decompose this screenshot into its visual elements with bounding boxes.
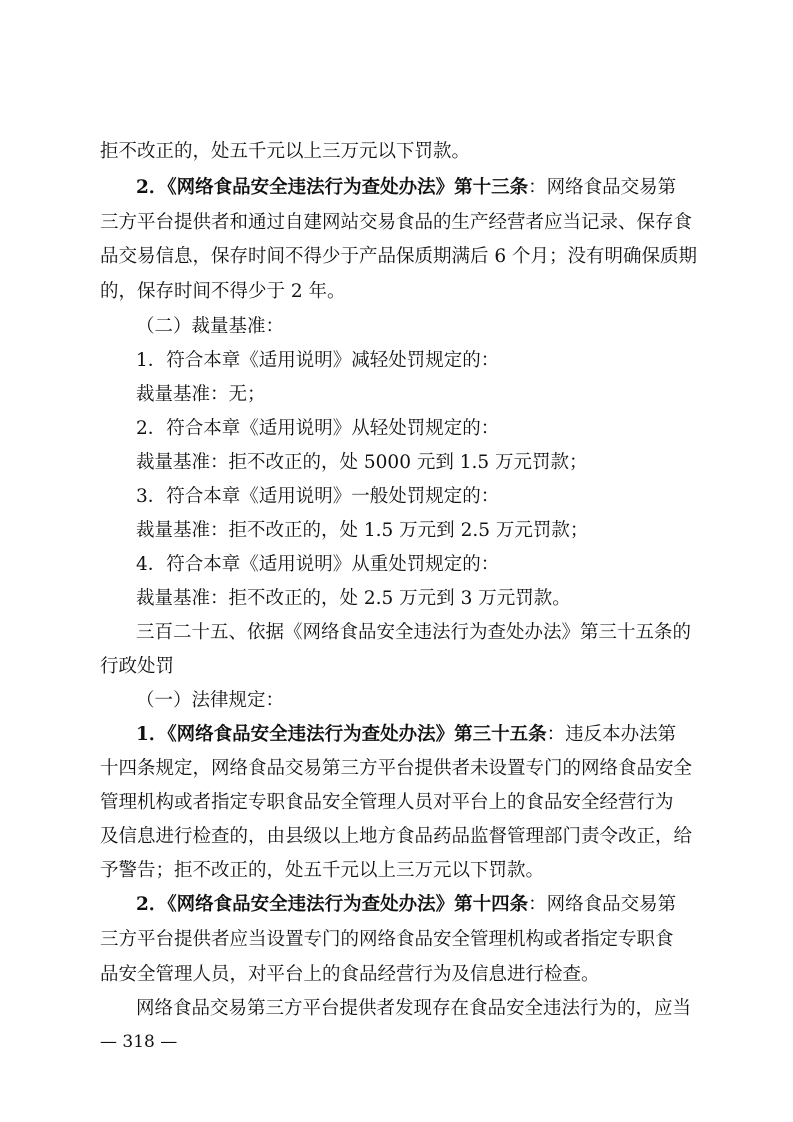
text-line: 品安全管理人员，对平台上的食品经营行为及信息进行检查。: [100, 964, 600, 985]
text-line: 1．符合本章《适用说明》减轻处罚规定的：: [136, 350, 500, 371]
text-line: 2．《网络食品安全违法行为查处办法》第十四条：网络食品交易第: [136, 894, 677, 915]
text-line: 管理机构或者指定专职食品安全管理人员对平台上的食品安全经营行为: [100, 792, 674, 813]
text-line: 予警告；拒不改正的，处五千元以上三万元以下罚款。: [100, 860, 545, 881]
text-line: 裁量基准：无；: [136, 384, 266, 405]
text-line: （一）法律规定：: [136, 690, 285, 711]
text-line: 裁量基准：拒不改正的，处 5000 元到 1.5 万元罚款；: [136, 452, 588, 473]
text-line: 3．符合本章《适用说明》一般处罚规定的：: [136, 486, 500, 507]
text-line: 十四条规定，网络食品交易第三方平台提供者未设置专门的网络食品安全: [100, 758, 693, 779]
text-line: （二）裁量基准：: [136, 316, 285, 337]
page-number: — 318 —: [100, 1032, 178, 1052]
text-line: 1．《网络食品安全违法行为查处办法》第三十五条：违反本办法第: [136, 724, 677, 745]
text-line: 及信息进行检查的，由县级以上地方食品药品监督管理部门责令改正，给: [100, 826, 693, 847]
text-line: 4．符合本章《适用说明》从重处罚规定的：: [136, 554, 500, 575]
text-line: 品交易信息，保存时间不得少于产品保质期满后 6 个月；没有明确保质期: [100, 246, 698, 267]
text-line: 网络食品交易第三方平台提供者发现存在食品安全违法行为的，应当: [136, 998, 692, 1019]
text-line: 三方平台提供者和通过自建网站交易食品的生产经营者应当记录、保存食: [100, 212, 693, 233]
text-line: 裁量基准：拒不改正的，处 2.5 万元到 3 万元罚款。: [136, 588, 571, 609]
text-line: 的，保存时间不得少于 2 年。: [100, 281, 346, 302]
text-line: 三方平台提供者应当设置专门的网络食品安全管理机构或者指定专职食: [100, 929, 674, 950]
text-line: 裁量基准：拒不改正的，处 1.5 万元到 2.5 万元罚款；: [136, 520, 589, 541]
section-heading: 三百二十五、依据《网络食品安全违法行为查处办法》第三十五条的: [136, 622, 692, 643]
text-line: 2．符合本章《适用说明》从轻处罚规定的：: [136, 418, 500, 439]
text-line: 拒不改正的，处五千元以上三万元以下罚款。: [100, 141, 471, 162]
section-heading: 行政处罚: [100, 656, 175, 677]
text-line: 2．《网络食品安全违法行为查处办法》第十三条：网络食品交易第: [136, 177, 677, 198]
